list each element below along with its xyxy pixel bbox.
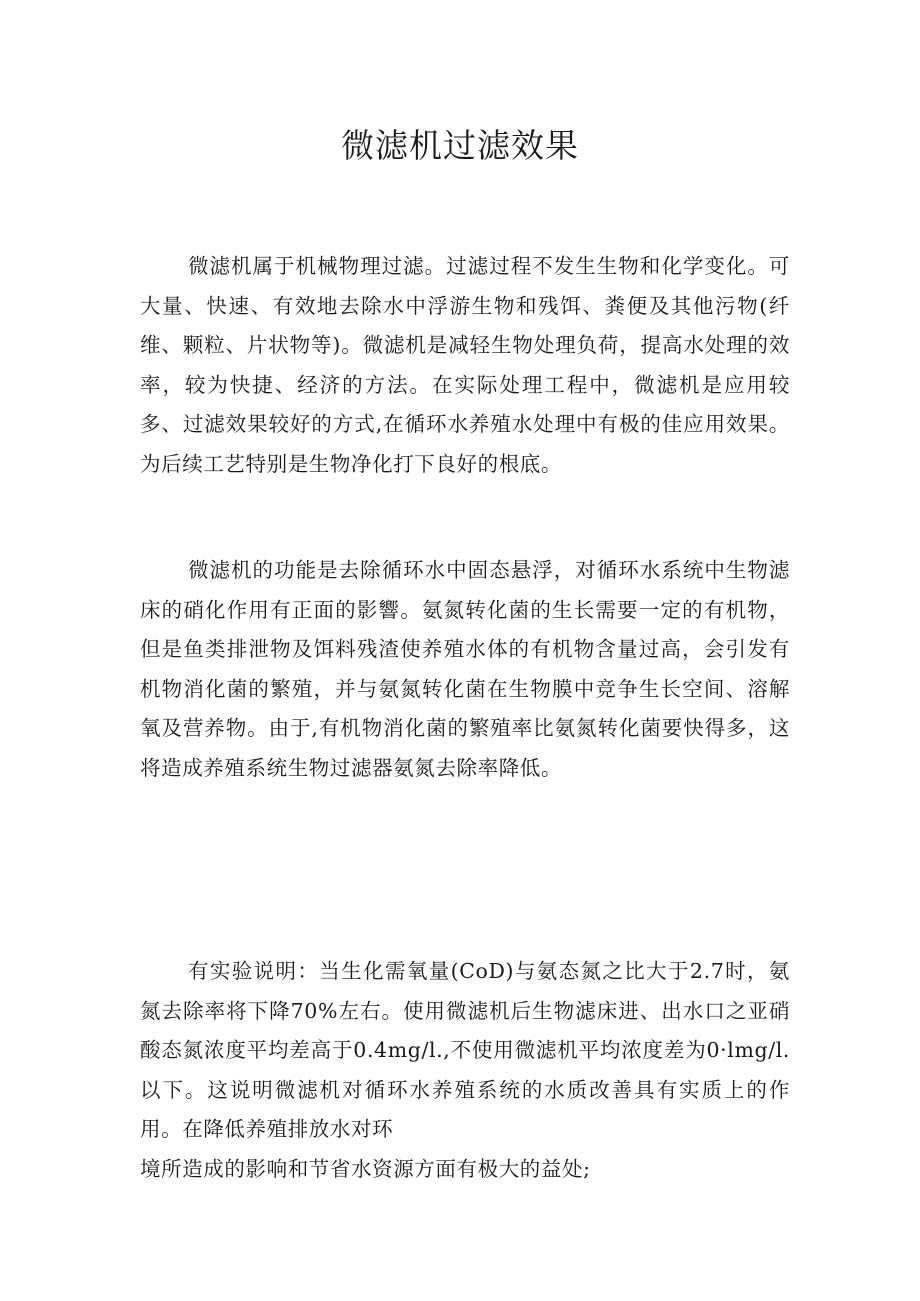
paragraph-3-text: 有实验说明：当生化需氧量(CoD)与氨态氮之比大于2.7时，氨氮去除率将下降70%左右。使用微滤机后生物滤床进、出水口之亚硝酸态氮浓度平均差高于0.4mg/l.,不使用微滤机平均浓度差为0·lmg/l.以下。这说明微滤机对循环水养殖系统的水质改善具有实质上的作用。在降低养殖排放水对环 (140, 959, 790, 1141)
paragraph-2: 微滤机的功能是去除循环水中固态悬浮，对循环水系统中生物滤床的硝化作用有正面的影響。氨氮转化菌的生长需要一定的有机物，但是鱼类排泄物及饵料残渣使养殖水体的有机物含量过高，会引发有机物消化菌的繁殖，并与氨氮转化菌在生物膜中竞争生长空间、溶解氧及营养物。由于,有机物消化菌的繁殖率比氨氮转化菌要快得多，这将造成养殖系统生物过滤器氨氮去除率降低。 (140, 558, 790, 780)
paragraph-3-continuation: 境所造成的影响和节省水资源方面有极大的益处; (140, 1156, 591, 1181)
document-title: 微滤机过滤效果 (341, 126, 579, 165)
paragraph-1: 微滤机属于机械物理过滤。过滤过程不发生生物和化学变化。可大量、快速、有效地去除水中浮游生物和残饵、粪便及其他污物(纤维、颗粒、片状物等)。微滤机是减轻生物处理负荷，提高水处理的效率，较为快捷、经济的方法。在实际处理工程中，微滤机是应用较多、过滤效果较好的方式,在循环水养殖水处理中有极的佳应用效果。为后续工艺特别是生物净化打下良好的根底。 (140, 254, 790, 476)
paragraph-3 (140, 952, 790, 1189)
